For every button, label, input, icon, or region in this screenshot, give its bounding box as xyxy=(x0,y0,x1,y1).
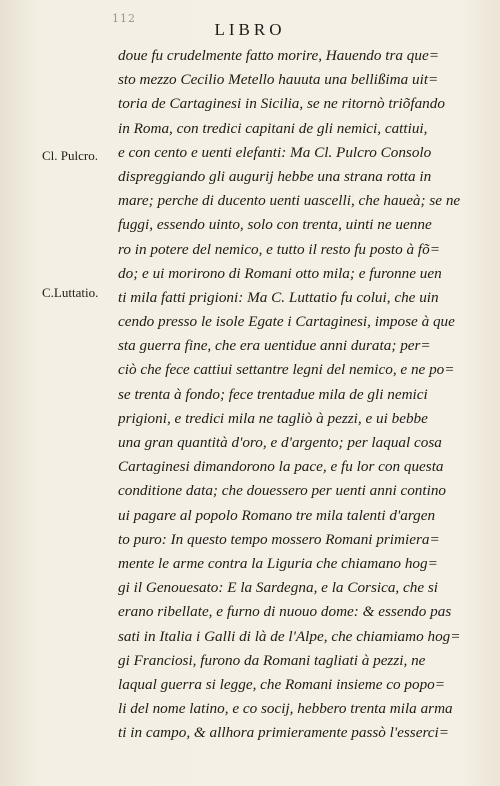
body-text xyxy=(118,44,490,745)
text-line: sta guerra fine, che era uentidue anni durata; per= xyxy=(118,337,431,355)
text-line: in Roma, con tredici capitani de gli nemici, cattiui, xyxy=(118,119,428,137)
page-number: 112 xyxy=(112,12,136,25)
text-line: ui pagare al popolo Romano tre mila talenti d'argen xyxy=(118,506,436,524)
text-line: toria de Cartaginesi in Sicilia, se ne ritornò triõfando xyxy=(118,95,445,113)
text-line: gi il Genouesato: E la Sardegna, e la Corsica, che si xyxy=(118,579,439,597)
text-line: mare; perche di ducento uenti uascelli, che haueà; se ne xyxy=(118,192,461,210)
text-line: li del nome latino, e co socij, hebbero trenta mila arma xyxy=(118,700,453,718)
text-line: dispreggiando gli augurij hebbe una strana rotta in xyxy=(118,167,432,185)
text-line: sati in Italia i Galli di là de l'Alpe, che chiamiamo hog= xyxy=(118,627,461,645)
text-line: una gran quantità d'oro, e d'argento; per laqual cosa xyxy=(118,434,442,451)
text-line: doue fu crudelmente fatto morire, Hauendo tra que= xyxy=(118,47,439,64)
text-line: ti mila fatti prigioni: Ma C. Luttatio fu colui, che uin xyxy=(118,288,439,306)
text-line: to puro: In questo tempo mossero Romani primiera= xyxy=(118,530,440,548)
text-line: fuggi, essendo uinto, solo con trenta, uinti ne uenne xyxy=(118,216,432,234)
text-line: prigioni, e tredici mila ne tagliò à pezzi, e ui bebbe xyxy=(118,409,428,427)
text-line: do; e ui morirono di Romani otto mila; e furonne uen xyxy=(118,264,442,282)
text-line: erano ribellate, e furno di nuouo dome: & essendo pas xyxy=(118,603,452,621)
margin-note-luttatio: C.Luttatio. xyxy=(42,285,99,300)
margin-note-pulcro: Cl. Pulcro. xyxy=(42,148,98,163)
text-line: ti in campo, & allhora primieramente passò l'esserci= xyxy=(118,724,450,742)
text-line: conditione data; che douessero per uenti anni contino xyxy=(118,482,447,500)
text-line: ro in potere del nemico, e tutto il resto fu posto à fõ= xyxy=(118,240,440,258)
running-header: LIBRO xyxy=(214,20,286,39)
text-line: laqual guerra si legge, che Romani insieme co popo= xyxy=(118,675,446,693)
text-line: mente le arme contra la Liguria che chiamano hog= xyxy=(118,554,438,572)
text-line: sto mezzo Cecilio Metello hauuta una bellißima uit= xyxy=(118,71,439,89)
text-line: se trenta à fondo; fece trentadue mila de gli nemici xyxy=(118,385,428,403)
text-line: e con cento e uenti elefanti: Ma Cl. Pulcro Consolo xyxy=(118,143,432,161)
text-line: gi Franciosi, furono da Romani tagliati à pezzi, ne xyxy=(118,651,426,669)
text-line: cendo presso le isole Egate i Cartaginesi, impose à que xyxy=(118,313,455,331)
text-line: ciò che fece cattiui settantre legni del nemico, e ne po= xyxy=(118,361,455,379)
text-line: Cartaginesi dimandorono la pace, e fu lor con questa xyxy=(118,458,444,476)
